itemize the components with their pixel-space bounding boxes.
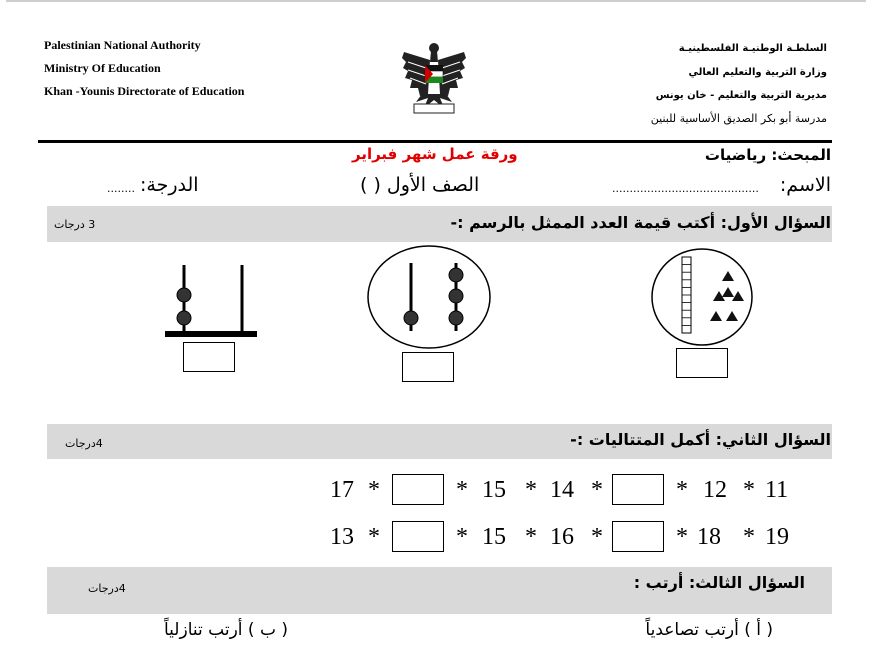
seq1-star: *	[676, 477, 688, 503]
seq1-term: 14	[550, 477, 574, 503]
q3-part-a: ( أ ) أرتب تصاعدياً	[645, 620, 773, 640]
q1-answer-box-2[interactable]	[402, 352, 454, 382]
seq1-term: 17	[330, 477, 354, 503]
name-label: الاسم:	[779, 174, 831, 196]
score-blank[interactable]: ........	[107, 182, 135, 195]
seq2-star: *	[368, 524, 380, 550]
seq1-term: 12	[703, 477, 727, 503]
seq1-blank-2[interactable]	[612, 474, 664, 505]
q1-answer-box-1[interactable]	[183, 342, 235, 372]
seq2-star: *	[676, 524, 688, 550]
grade-level: الصف الأول ( )	[360, 174, 480, 196]
seq2-blank-1[interactable]	[392, 521, 444, 552]
q3-marks: 4درجات	[88, 582, 126, 595]
seq2-term: 19	[765, 524, 789, 550]
school-name: مدرسة أبو بكر الصديق الأساسية للبنين	[650, 112, 827, 125]
seq1-term: 11	[765, 477, 789, 503]
seq2-star: *	[525, 524, 537, 550]
q1-abacus-2	[366, 243, 494, 351]
seq2-star: *	[743, 524, 755, 550]
seq1-star: *	[591, 477, 603, 503]
header-ar-line2: وزارة التربية والتعليم العالي	[688, 67, 827, 78]
worksheet-title: ورقة عمل شهر فبراير	[352, 145, 518, 163]
q1-base-ten-blocks	[650, 247, 758, 347]
seq1-star: *	[525, 477, 537, 503]
header-ar-line3: مديرية التربية والتعليم - خان يونس	[655, 90, 827, 101]
q2-title: السؤال الثاني: أكمل المتتاليات :-	[570, 430, 831, 449]
header-ar-line1: السلطـة الوطنيـة الفلسطينيـة	[678, 43, 827, 54]
q3-part-b: ( ب ) أرتب تنازلياً	[164, 620, 288, 640]
q3-title: السؤال الثالث: أرتب :	[633, 573, 805, 592]
header-en-line3: Khan -Younis Directorate of Education	[44, 84, 245, 98]
header-en-line1: Palestinian National Authority	[44, 38, 201, 52]
seq2-blank-2[interactable]	[612, 521, 664, 552]
q1-title: السؤال الأول: أكتب قيمة العدد الممثل بالرسم :-	[450, 213, 831, 232]
page-top-border	[6, 0, 866, 2]
seq2-term: 13	[330, 524, 354, 550]
q1-answer-box-3[interactable]	[676, 348, 728, 378]
seq1-star: *	[368, 477, 380, 503]
seq2-term: 15	[482, 524, 506, 550]
q1-marks: 3 درجات	[54, 218, 96, 231]
name-blank[interactable]: ..........................................	[612, 182, 759, 195]
q2-marks: 4درجات	[65, 437, 103, 450]
subject-label: المبحث: رياضيات	[704, 146, 831, 164]
header-en-line2: Ministry Of Education	[44, 61, 161, 75]
seq1-star: *	[743, 477, 755, 503]
seq2-star: *	[456, 524, 468, 550]
palestine-eagle-emblem-icon	[400, 38, 468, 116]
seq2-term: 18	[697, 524, 721, 550]
header-divider	[38, 140, 832, 143]
seq2-star: *	[591, 524, 603, 550]
score-label: الدرجة:	[140, 174, 199, 196]
seq1-blank-1[interactable]	[392, 474, 444, 505]
seq1-star: *	[456, 477, 468, 503]
seq1-term: 15	[482, 477, 506, 503]
seq2-term: 16	[550, 524, 574, 550]
